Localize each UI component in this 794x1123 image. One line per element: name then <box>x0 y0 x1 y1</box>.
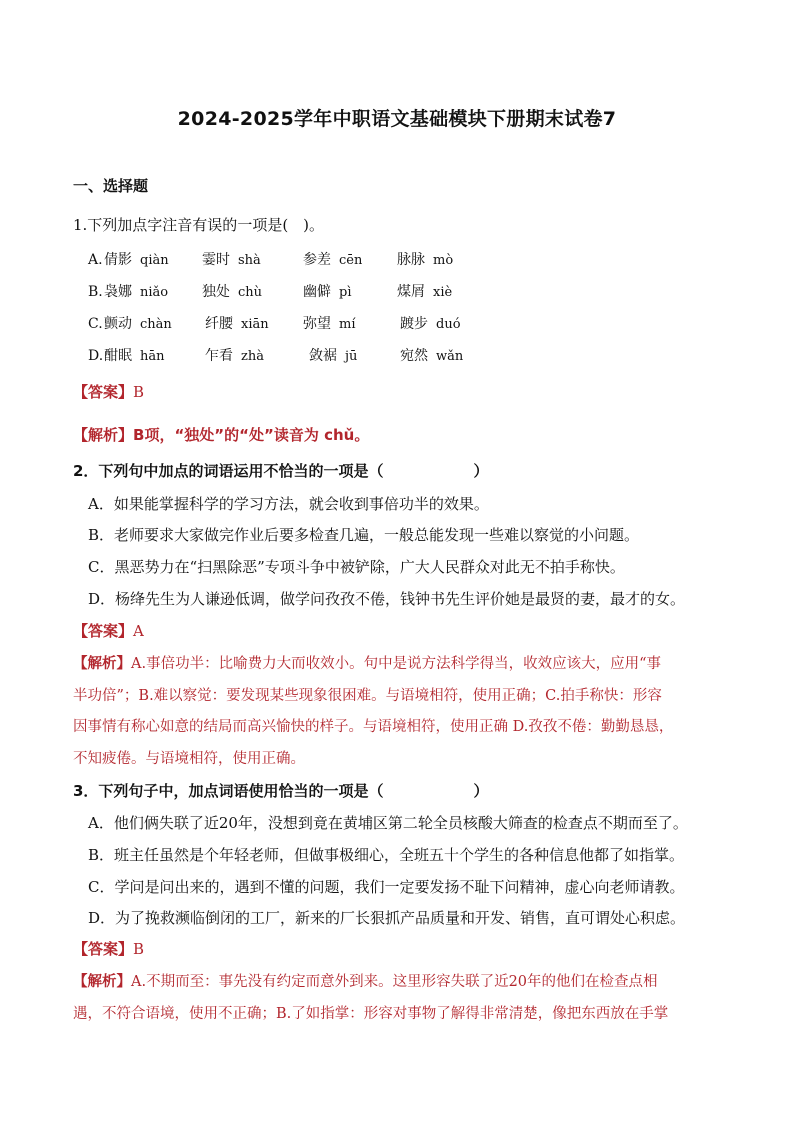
q1-pinyin: niǎo <box>140 285 169 300</box>
q1-option-label: A. <box>88 252 103 268</box>
q2-option-b: B．老师要求大家做完作业后要多检查几遍，一般总能发现一些难以察觉的小问题。 <box>88 526 640 544</box>
q1-pinyin: qiàn <box>140 253 169 268</box>
question-3-stem: 3．下列句子中，加点词语使用恰当的一项是（ ） <box>73 782 489 800</box>
q1-pinyin: shà <box>238 253 261 268</box>
page-title: 2024-2025学年中职语文基础模块下册期末试卷7 <box>177 108 617 130</box>
q1-pinyin: hān <box>140 349 165 364</box>
q1-pinyin: duó <box>436 317 461 332</box>
q2-analysis-line: 不知疲倦。与语境相符，使用正确。 <box>73 751 305 767</box>
q2-option-a: A．如果能掌握科学的学习方法，就会收到事倍功半的效果。 <box>88 495 489 513</box>
q2-analysis-line <box>73 654 661 674</box>
q1-word: 参差 <box>303 252 331 268</box>
answer-label: 【答案】 <box>73 383 134 401</box>
answer-value: A <box>133 622 144 640</box>
q3-option-a: A．他们俩失联了近20年，没想到竟在黄埔区第二轮全员核酸大筛查的检查点不期而至了。 <box>88 814 688 832</box>
q1-pinyin: wǎn <box>436 349 464 364</box>
q1-word: 宛然 <box>400 348 428 364</box>
q1-word: 独处 <box>202 284 230 300</box>
analysis-text: A.不期而至：事先没有约定而意外到来。这里形容失联了近20年的他们在检查点相 <box>131 974 658 990</box>
section-heading: 一、选择题 <box>73 177 149 195</box>
q1-pinyin: xiè <box>433 285 453 300</box>
q1-word: 颤动 <box>104 316 132 332</box>
answer-value: B <box>133 940 145 958</box>
q1-pinyin: mò <box>433 253 454 268</box>
q2-option-c: C．黑恶势力在“扫黑除恶”专项斗争中被铲除，广大人民群众对此无不拍手称快。 <box>88 558 625 576</box>
q1-word: 踱步 <box>400 316 428 332</box>
q1-word: 倩影 <box>104 252 132 268</box>
q3-option-b: B．班主任虽然是个年轻老师，但做事极细心，全班五十个学生的各种信息他都了如指掌。 <box>88 846 685 864</box>
q2-analysis-line: 半功倍”；B.难以察觉：要发现某些现象很困难。与语境相符，使用正确；C.拍手称快：形容 <box>73 688 662 704</box>
q1-option-label: B. <box>88 284 103 300</box>
q1-word: 煤屑 <box>397 284 425 300</box>
q1-word: 乍看 <box>205 348 233 364</box>
q1-pinyin: cēn <box>339 253 363 268</box>
q3-answer <box>73 939 144 959</box>
analysis-text: B项，“独处”的“处”读音为 chǔ。 <box>133 426 370 444</box>
q2-answer <box>73 621 144 641</box>
q1-pinyin: chàn <box>140 317 172 332</box>
question-2-stem: 2．下列句中加点的词语运用不恰当的一项是（ ） <box>73 462 489 480</box>
q3-option-d: D．为了挽救濒临倒闭的工厂，新来的厂长狠抓产品质量和开发、销售，直可谓处心积虑。 <box>88 909 686 927</box>
q1-word: 纤腰 <box>205 316 233 332</box>
analysis-label: 【解析】 <box>73 656 131 672</box>
q1-pinyin: jū <box>345 349 358 364</box>
q1-word: 霎时 <box>202 252 230 268</box>
q1-option-label: D. <box>88 348 104 364</box>
q1-pinyin: chù <box>238 285 263 300</box>
analysis-label: 【解析】 <box>73 974 131 990</box>
q2-analysis-line: 因事情有称心如意的结局而高兴愉快的样子。与语境相符，使用正确 D.孜孜不倦：勤勤恳恳， <box>73 719 674 735</box>
q1-word: 敛裾 <box>309 348 337 364</box>
answer-label: 【答案】 <box>73 622 134 640</box>
answer-value: B <box>133 383 145 401</box>
q1-answer <box>73 382 144 402</box>
q2-option-d: D．杨绛先生为人谦逊低调，做学问孜孜不倦，钱钟书先生评价她是最贤的妻，最才的女。 <box>88 590 686 608</box>
q1-pinyin: mí <box>339 317 356 332</box>
q1-word: 幽僻 <box>303 284 331 300</box>
q1-word: 弥望 <box>303 316 331 332</box>
q1-pinyin: xiān <box>241 317 269 332</box>
q3-analysis-line: 遇，不符合语境，使用不正确；B.了如指掌：形容对事物了解得非常清楚，像把东西放在手掌 <box>73 1006 669 1022</box>
q3-option-c: C．学问是问出来的，遇到不懂的问题，我们一定要发扬不耻下问精神，虚心向老师请教。 <box>88 878 685 896</box>
analysis-text: A.事倍功半：比喻费力大而收效小。句中是说方法科学得当，收效应该大，应用“事 <box>131 656 661 672</box>
q1-pinyin: pì <box>339 285 352 300</box>
q1-analysis <box>73 425 369 445</box>
analysis-label: 【解析】 <box>73 426 134 444</box>
q1-word: 袅娜 <box>104 284 132 300</box>
answer-label: 【答案】 <box>73 940 134 958</box>
q1-pinyin: zhà <box>241 349 264 364</box>
q3-analysis-line <box>73 972 658 992</box>
question-1-stem: 1.下列加点字注音有误的一项是( )。 <box>73 216 325 234</box>
q1-option-label: C. <box>88 316 103 332</box>
q1-word: 脉脉 <box>397 252 425 268</box>
q1-word: 酣眠 <box>104 348 132 364</box>
